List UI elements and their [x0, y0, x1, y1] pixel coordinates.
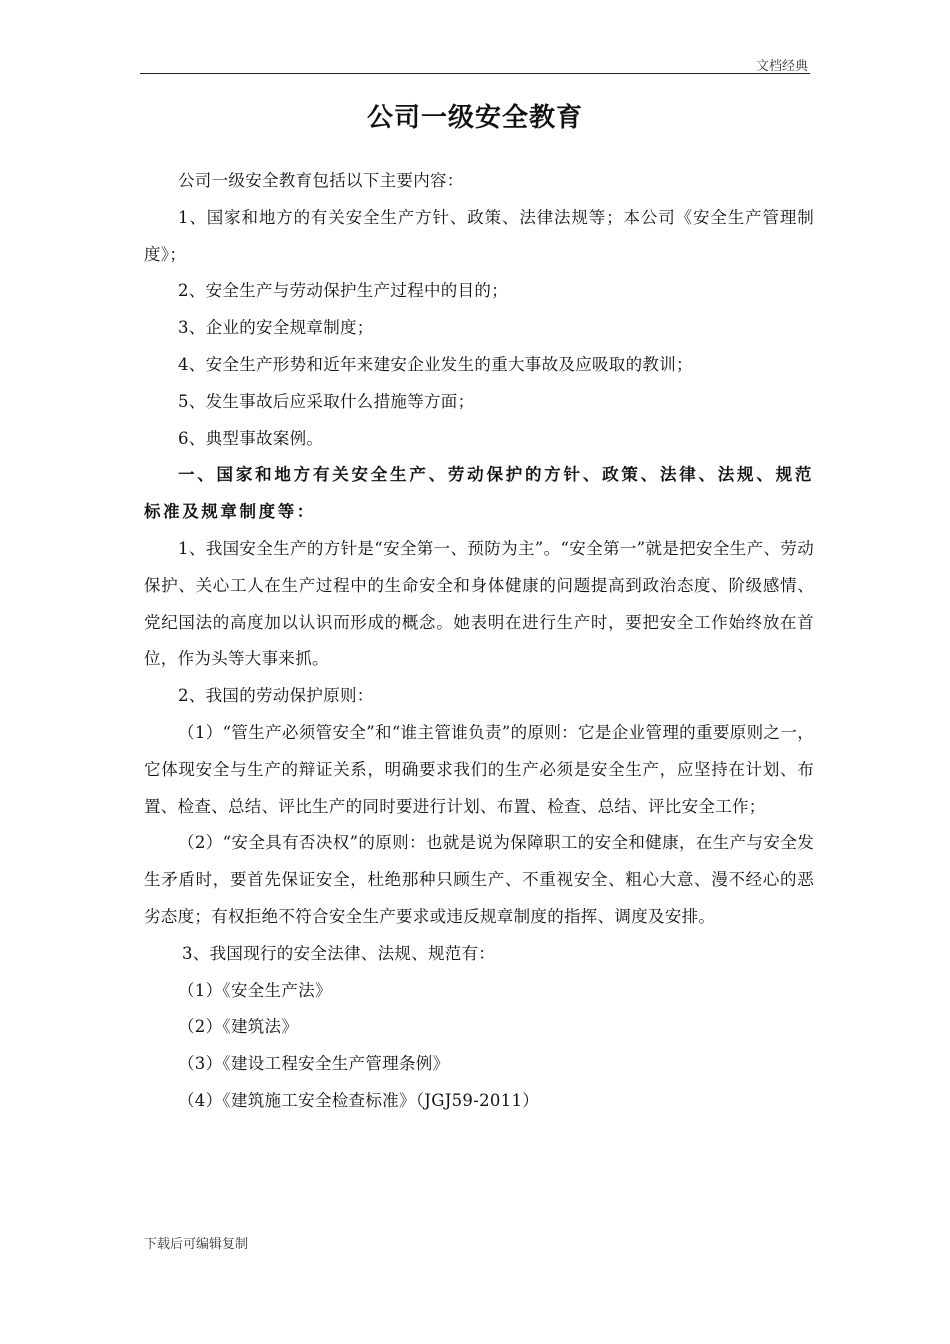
- header-label: 文档经典: [755, 59, 808, 74]
- list-item: 5、发生事故后应采取什么措施等方面；: [178, 391, 475, 411]
- intro-paragraph: 公司一级安全教育包括以下主要内容：: [178, 171, 464, 190]
- body-paragraph: 1、我国安全生产的方针是“安全第一、预防为主”。“安全第一”就是把安全生产、劳动保护、关心工人在生产过程中的生命安全和身体健康的问题提高到政治态度、阶级感情、党纪国法的高度加以认识而形成的概念。她表明在进行生产时，要把安全工作始终放在首位，作为头等大事来抓。: [144, 538, 814, 669]
- body-paragraph: （1）“管生产必须管安全”和“谁主管谁负责”的原则：它是企业管理的重要原则之一，它体现安全与生产的辩证关系，明确要求我们的生产必须是安全生产，应坚持在计划、布置、检查、总结、评比生产的同时要进行计划、布置、检查、总结、评比安全工作；: [144, 722, 814, 816]
- section-heading: 一、国家和地方有关安全生产、劳动保护的方针、政策、法律、法规、规范标准及规章制度等：: [144, 465, 814, 522]
- law-list-item: （3）《建设工程安全生产管理条例》: [178, 1054, 450, 1074]
- body-paragraph: 2、我国的劳动保护原则：: [178, 686, 374, 706]
- list-item: 4、安全生产形势和近年来建安企业发生的重大事故及应吸取的教训；: [178, 354, 693, 374]
- law-list-item: （4）《建筑施工安全检查标准》（JGJ59-2011）: [178, 1090, 540, 1110]
- list-item: 2、安全生产与劳动保护生产过程中的目的；: [178, 281, 508, 301]
- list-item: 1、国家和地方的有关安全生产方针、政策、法律法规等；本公司《安全生产管理制度》；: [144, 207, 814, 264]
- list-item: 3、企业的安全规章制度；: [178, 318, 374, 338]
- document-title: 公司一级安全教育: [366, 103, 583, 133]
- list-item: 6、典型事故案例。: [178, 428, 324, 448]
- law-list-item: （1）《安全生产法》: [178, 980, 332, 1000]
- document-body: [144, 163, 814, 1120]
- law-list-item: （2）《建筑法》: [178, 1017, 299, 1037]
- body-paragraph: 3、我国现行的安全法律、法规、规范有：: [182, 943, 496, 963]
- body-paragraph: （2）“安全具有否决权”的原则：也就是说为保障职工的安全和健康，在生产与安全发生矛盾时，要首先保证安全，杜绝那种只顾生产、不重视安全、粗心大意、漫不经心的恶劣态度；有权拒绝不符合安全生产要求或违反规章制度的指挥、调度及安排。: [144, 833, 814, 926]
- page-header: [140, 53, 810, 74]
- page-footer: 下载后可编辑复制: [144, 1237, 249, 1252]
